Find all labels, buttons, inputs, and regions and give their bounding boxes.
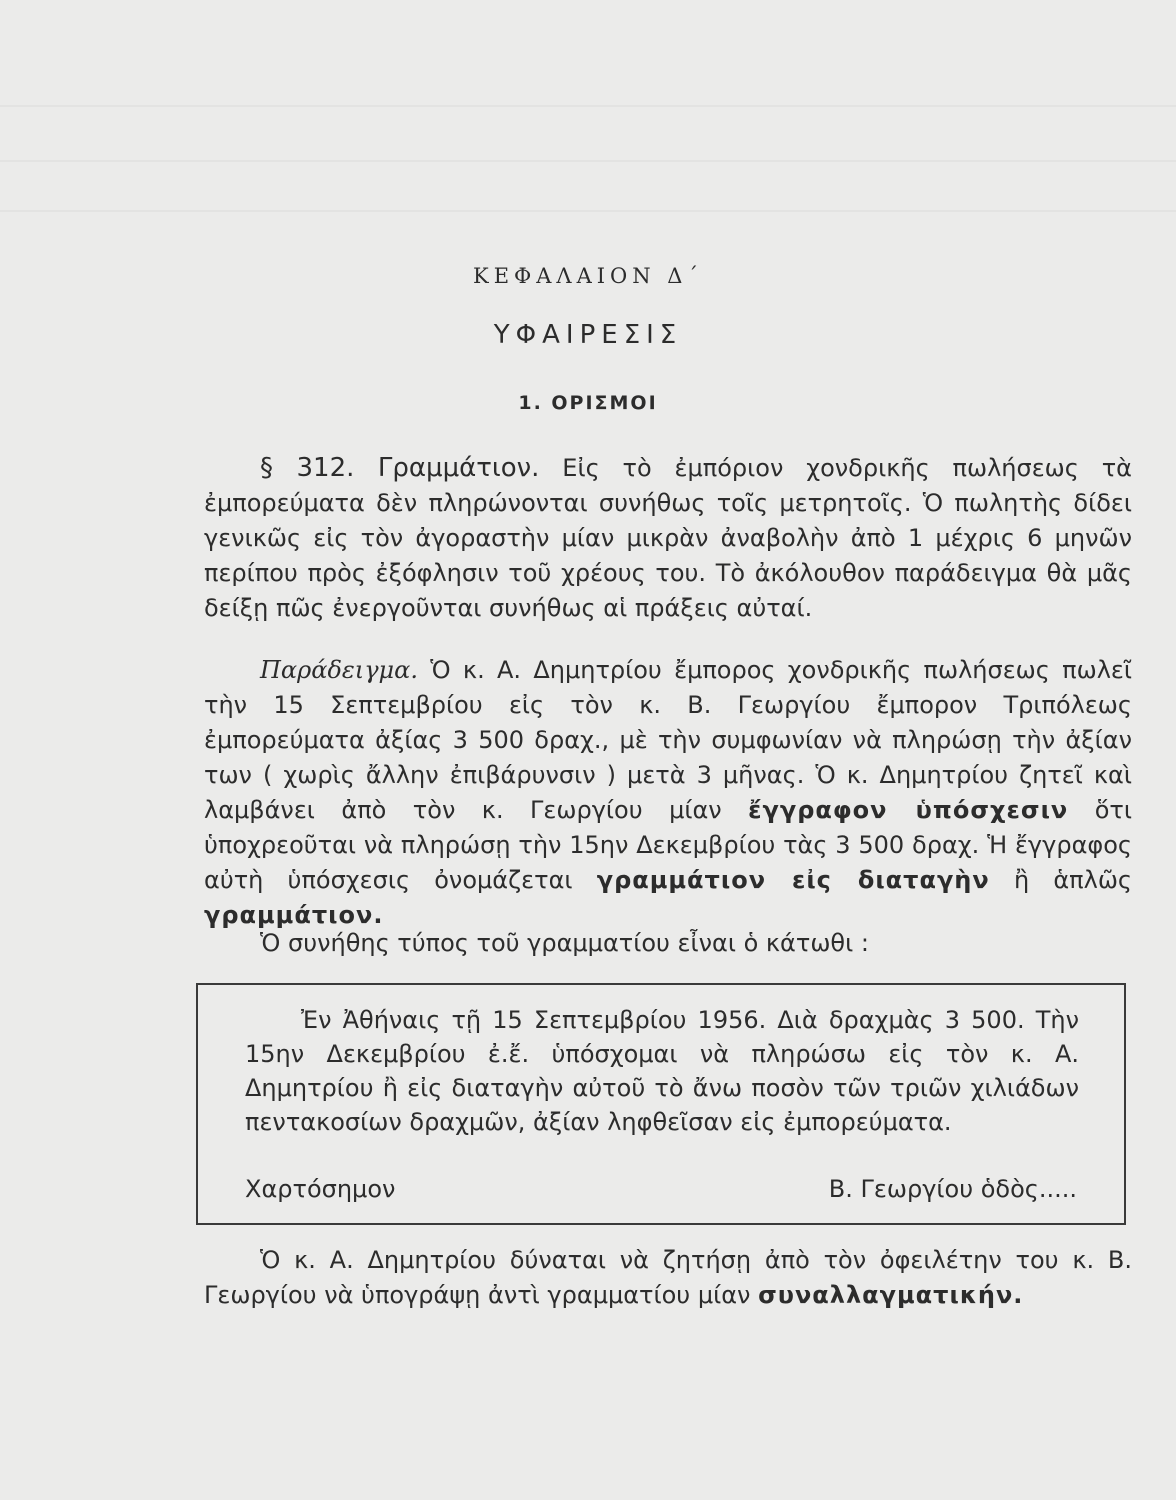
paragraph-text: Εἰς τὸ ἐμπόριον χονδρικῆς πωλήσεως τὰ ἐμπορεύματα δὲν πληρώνονται συνήθως τοῖς μετρητοῖς. Ὁ πωλητὴς δίδει γενικῶς εἰς τὸν ἀγοραστὴν μίαν μικρὰν ἀναβολὴν ἀπὸ 1 μέχρις 6 μηνῶν περίπου πρὸς ἐξόφλησιν τοῦ χρέους του. Τὸ ἀκόλουθον παράδειγμα θὰ μᾶς δείξῃ πῶς ἐνεργοῦνται συνήθως αἱ πράξεις αὐταί. [204,454,1132,622]
promissory-note-footer [245,1172,1077,1206]
paragraph-312 [204,451,1132,626]
bold-term-written-promise: ἔγγραφον ὑπόσχεσιν [748,796,1069,824]
promissory-note-box [196,983,1126,1225]
section-heading: 1. ΟΡΙΣΜΟΙ [518,392,658,414]
bold-term-promissory-note-to-order: γραμμάτιον εἰς διαταγὴν [596,866,990,894]
bleed-through-line [0,160,1176,162]
promissory-note-text: Ἐν Ἀθήναις τῇ 15 Σεπτεμβρίου 1956. Διὰ δραχμὰς 3 500. Τὴν 15ην Δεκεμβρίου ἐ.ἔ. ὑπόσχομαι νὰ πληρώσω εἰς τὸν κ. Α. Δημητρίου ἢ εἰς διαταγὴν αὐτοῦ τὸ ἄνω ποσὸν τῶν τριῶν χιλιάδων πεντακοσίων δραχμῶν, ἀξίαν ληφθεῖσαν εἰς ἐμπορεύματα. [245,1006,1079,1136]
closing-text: Ὁ κ. Α. Δημητρίου δύναται νὰ ζητήσῃ ἀπὸ τὸν ὀφειλέτην του κ. Β. Γεωργίου νὰ ὑπογράψῃ ἀντὶ γραμματίου μίαν [204,1246,1132,1309]
chapter-heading: ΚΕΦΑΛΑΙΟΝ Δ΄ [473,264,703,288]
example-paragraph [204,653,1132,933]
signature-line: Β. Γεωργίου ὁδὸς..... [828,1175,1077,1203]
form-intro-paragraph: Ὁ συνήθης τύπος τοῦ γραμματίου εἶναι ὁ κάτωθι : [260,929,869,957]
bold-term-bill-of-exchange: συναλλαγματικήν. [758,1281,1024,1309]
bleed-through-line [0,210,1176,212]
chapter-title: ΥΦΑΙΡΕΣΙΣ [493,320,683,350]
bold-term-promissory-note: γραμμάτιον. [204,901,384,929]
example-text-1: Ὁ κ. Α. Δημητρίου ἔμπορος χονδρικῆς πωλήσεως πωλεῖ τὴν 15 Σεπτεμβρίου εἰς τὸν κ. Β. Γεωργίου ἔμπορον Τριπόλεως ἐμπορεύματα ἀξίας 3 500 δραχ., μὲ τὴν συμφωνίαν νὰ πληρώσῃ τὴν ἀξίαν των ( χωρὶς ἄλλην ἐπιβάρυνσιν ) μετὰ 3 μῆνας. Ὁ κ. Δημητρίου ζητεῖ καὶ λαμβάνει ἀπὸ τὸν κ. Γεωργίου μίαν [204,656,1132,824]
paragraph-heading: § 312. Γραμμάτιον. [260,453,540,483]
example-text-3: ἢ ἁπλῶς [989,866,1133,894]
example-text-2: ὅτι ὑποχρεοῦται νὰ πληρώσῃ τὴν 15ην Δεκεμβρίου τὰς 3 500 δραχ. Ἡ ἔγγραφος αὐτὴ ὑπόσχεσις ὀνομάζεται [204,796,1132,894]
example-label: Παράδειγμα. [260,656,418,684]
bleed-through-line [0,105,1176,107]
closing-paragraph [204,1243,1132,1313]
stamp-label: Χαρτόσημον [245,1175,396,1203]
